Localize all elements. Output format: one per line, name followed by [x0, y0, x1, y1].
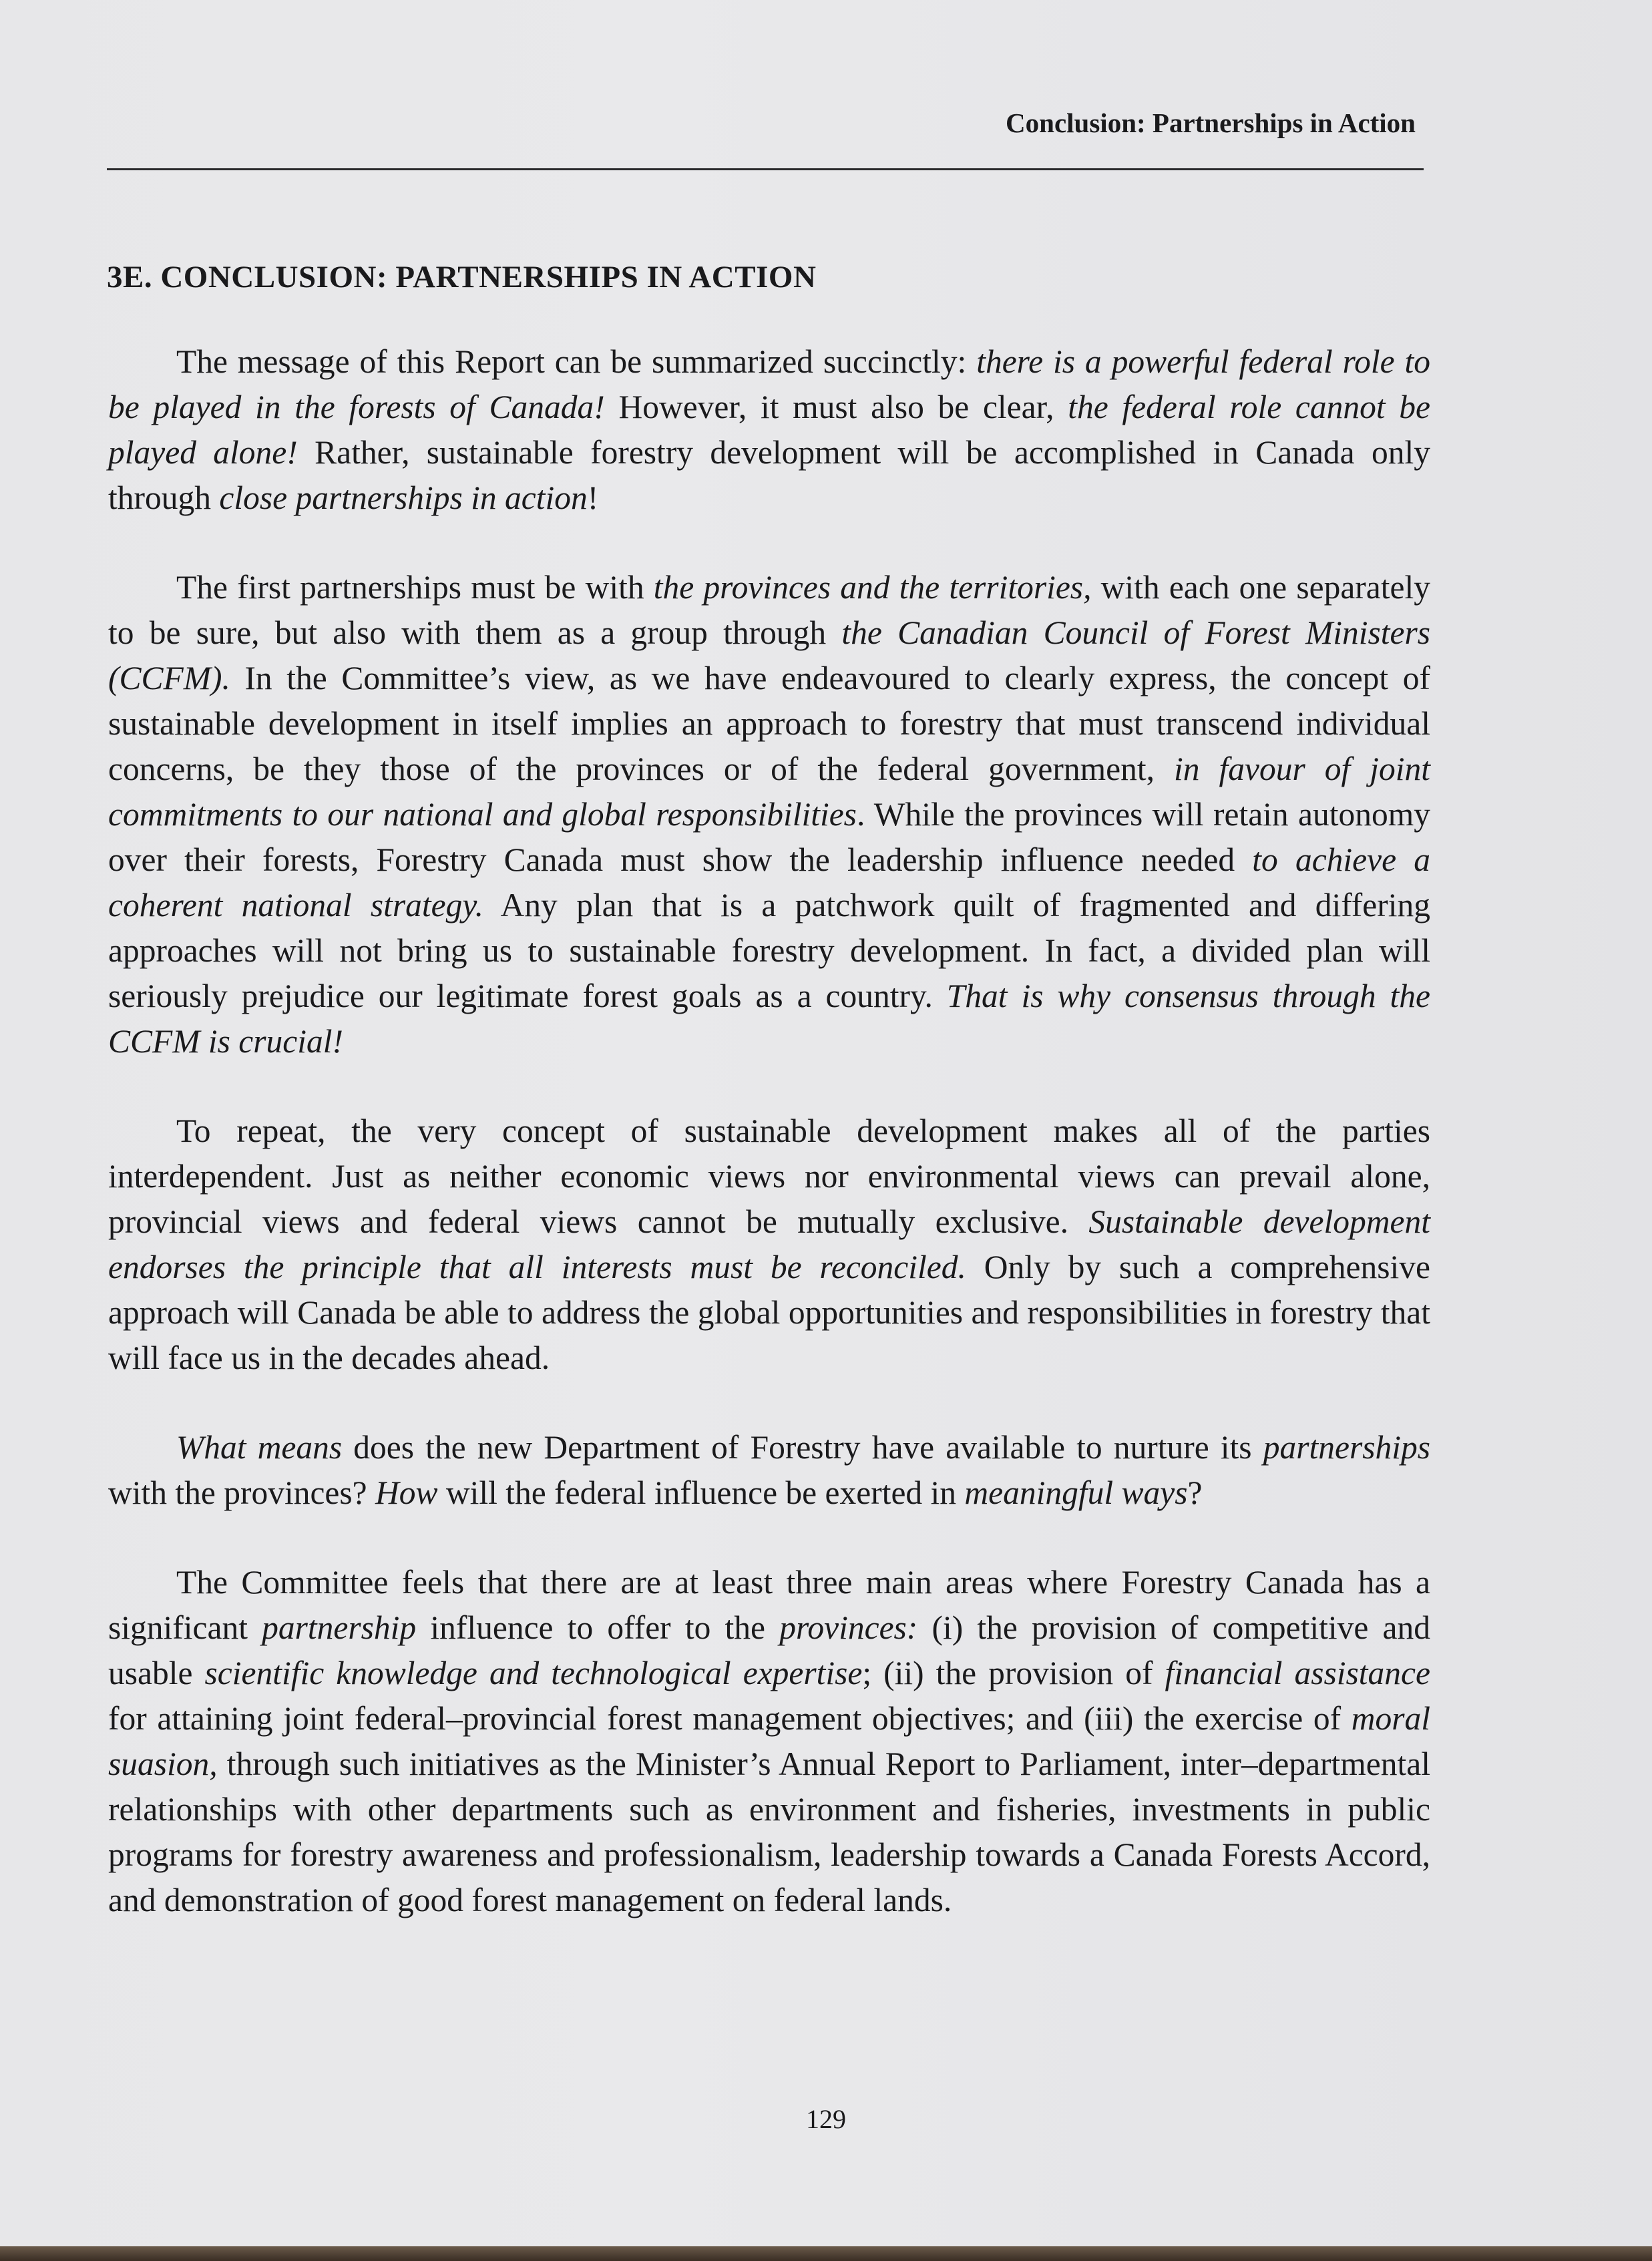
paragraph-3 [108, 1108, 1430, 1381]
header-rule [107, 168, 1424, 170]
text-run: However, it must also be clear, [604, 389, 1068, 425]
text-run: does the new Department of Forestry have available to nurture its [342, 1429, 1263, 1466]
page-bottom-edge [0, 2246, 1652, 2261]
emphasis-text: close partnerships in action [219, 479, 588, 516]
text-run: for attaining joint federal–provincial forest management objectives; and (iii) the exercise of [108, 1700, 1352, 1737]
text-run: In the Committee’s view, as we have endeavoured to clearly express, the concept of sustainable development in itself implies an approach to forestry that must transcend individual concerns, be they those of the provinces or of the federal government, [108, 660, 1430, 787]
text-run: Rather, sustainable forestry development will be accomplished in Canada only through [108, 434, 1431, 516]
section-title: 3E. CONCLUSION: PARTNERSHIPS IN ACTION [107, 260, 817, 294]
text-run: will the federal influence be exerted in [437, 1474, 965, 1511]
text-run: with the provinces? [108, 1474, 376, 1511]
emphasis-text: partnerships [1263, 1429, 1431, 1466]
emphasis-text: financial assistance [1165, 1655, 1430, 1691]
emphasis-text: That is why consensus through the CCFM is crucial! [108, 978, 1431, 1060]
emphasis-text: to achieve a coherent national strategy. [108, 841, 1430, 923]
emphasis-text: Sustainable development endorses the principle that all interests must be reconciled. [108, 1203, 1430, 1285]
text-run: ? [1187, 1474, 1203, 1511]
text-run: (i) the provision of competitive and usable [108, 1609, 1430, 1691]
emphasis-text: meaningful ways [964, 1474, 1188, 1511]
emphasis-text: moral suasion, [108, 1700, 1430, 1782]
emphasis-text: the provinces and the territories, [653, 569, 1092, 606]
emphasis-text: provinces: [779, 1609, 918, 1646]
emphasis-text: the federal role cannot be played alone! [108, 389, 1431, 471]
emphasis-text: scientific knowledge and technological expertise [204, 1655, 863, 1691]
emphasis-text: How [375, 1474, 438, 1511]
text-run: Only by such a comprehensive approach will Canada be able to address the global opportunities and responsibilities in forestry that will face us in the decades ahead. [108, 1249, 1430, 1376]
text-run: . While the provinces will retain autonomy over their forests, Forestry Canada must show the leadership influence needed [108, 796, 1430, 878]
paragraph-1 [108, 339, 1430, 521]
text-run: through such initiatives as the Minister’s Annual Report to Parliament, inter–departmental relationships with other departments such as environment and fisheries, investments in public programs for forestry awareness and professionalism, leadership towards a Canada Forests Accord, and demonstration of good forest management on federal lands. [108, 1745, 1430, 1918]
emphasis-text: there is a powerful federal role to be played in the forests of Canada! [108, 343, 1430, 425]
emphasis-text: partnership [262, 1609, 417, 1646]
text-run: The first partnerships must be with [176, 569, 654, 606]
emphasis-text: What means [176, 1429, 343, 1466]
running-header: Conclusion: Partnerships in Action [1006, 108, 1416, 138]
text-run: The Committee feels that there are at least three main areas where Forestry Canada has a significant [108, 1564, 1430, 1646]
text-run: The message of this Report can be summarized succinctly: [176, 343, 977, 380]
paragraph-2 [108, 565, 1430, 1064]
paragraph-5 [108, 1560, 1430, 1923]
text-run: ; (ii) the provision of [862, 1655, 1165, 1691]
text-run: influence to offer to the [416, 1609, 780, 1646]
text-run: To repeat, the very concept of sustainable development makes all of the parties interdependent. Just as neither economic views nor environmental views can prevail alone, provincial views and federal views cannot be mutually exclusive. [108, 1112, 1430, 1240]
page-number: 129 [806, 2104, 846, 2134]
text-run: Any plan that is a patchwork quilt of fragmented and differing approaches will not bring us to sustainable forestry development. In fact, a divided plan will seriously prejudice our legitimate forest goals as a country. [108, 887, 1430, 1014]
paragraph-4 [108, 1425, 1430, 1516]
emphasis-text: the Canadian Council of Forest Ministers (CCFM). [108, 614, 1430, 696]
body-text [108, 339, 1430, 1967]
text-run: with each one separately to be sure, but also with them as a group through [108, 569, 1430, 651]
emphasis-text: in favour of joint commitments to our national and global responsibilities [108, 751, 1430, 833]
text-run: ! [587, 479, 599, 516]
